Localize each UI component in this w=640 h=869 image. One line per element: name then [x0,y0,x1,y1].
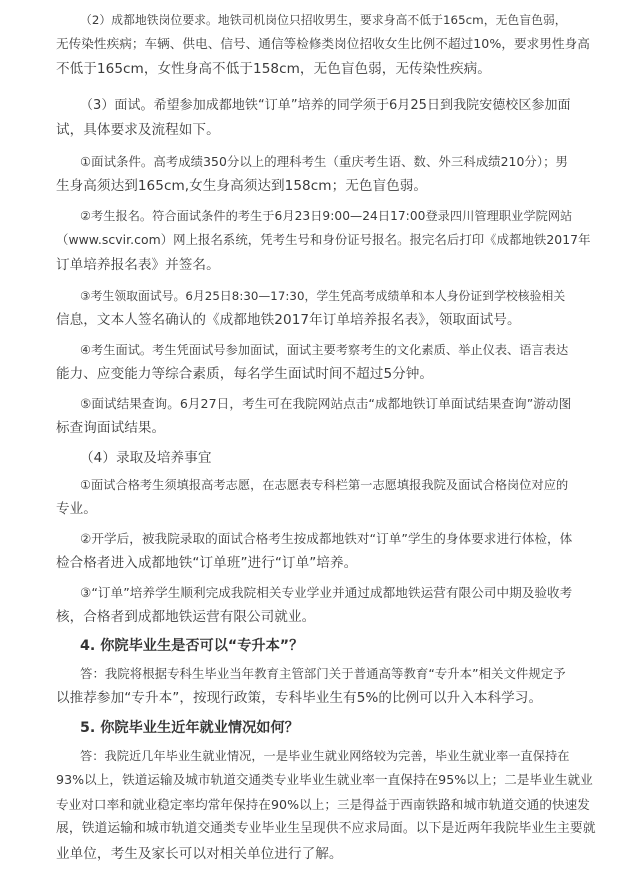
text-line: ②开学后，被我院录取的面试合格考生按成都地铁对“订单”学生的身体要求进行体检，体 [80,531,573,546]
text-line: 标查询面试结果。 [56,420,166,437]
text-line: ③“订单”培养学生顺利完成我院相关专业学业并通过成都地铁运营有限公司中期及验收考 [80,585,573,600]
question-4-heading: 4. 你院毕业生是否可以“专升本”？ [80,638,304,654]
text-line: （3）面试。希望参加成都地铁“订单”培养的同学须于6月25日到我院安德校区参加面 [80,98,571,113]
text-line: （www.scvir.com）网上报名系统，凭考生号和身份证号报名。报完名后打印《成都地铁2017年 [56,232,591,248]
paragraph-admission-2 [56,527,596,576]
text-line: ⑤面试结果查询。6月27日，考生可在我院网站点击“成都地铁订单面试结果查询”游动图 [80,396,572,411]
text-line: 专业。 [56,501,97,518]
text-line: 无传染性疾病；车辆、供电、信号、通信等检修类岗位招收女生比例不超过10%，要求男性身高 [56,36,590,52]
text-line: 订单培养报名表》并签名。 [56,256,220,273]
paragraph-interview-process [56,338,596,387]
text-line: 答：我院近几年毕业生就业情况，一是毕业生就业网络较为完善，毕业生就业率一直保持在 [80,749,570,763]
text-line: ①面试条件。高考成绩350分以上的理科考生（重庆考生语、数、外三科成绩210分）；男 [80,154,568,169]
answer-5 [56,744,596,866]
text-line: 能力、应变能力等综合素质，每名学生面试时间不超过5分钟。 [56,366,434,383]
text-line: 答：我院将根据专科生毕业当年教育主管部门关于普通高等教育“专升本”相关文件规定予 [80,666,566,681]
paragraph-registration [56,204,596,277]
text-line: 93%以上，铁道运输及城市轨道交通类专业毕业生就业率一直保持在95%以上；二是毕业生就业 [56,772,593,788]
paragraph-interview-conditions [56,150,596,199]
paragraph-job-requirements [56,8,596,81]
text-line: （4）录取及培养事宜 [80,450,212,466]
text-line: 专业对口率和就业稳定率均常年保持在90%以上；三是得益于西南铁路和城市轨道交通的快速发 [56,796,590,812]
paragraph-admission-1 [56,473,596,522]
paragraph-interview [56,94,596,143]
text-line: 业单位，考生及家长可以对相关单位进行了解。 [56,845,343,862]
text-line: 展，铁道运输和城市轨道交通类专业毕业生呈现供不应求局面。以下是近两年我院毕业生主要就 [56,821,596,837]
paragraph-interview-ticket [56,284,596,333]
text-line: ④考生面试。考生凭面试号参加面试，面试主要考察考生的文化素质、举止仪表、语言表达 [80,343,569,357]
text-line: ①面试合格考生须填报高考志愿，在志愿表专科栏第一志愿填报我院及面试合格岗位对应的 [80,478,569,492]
paragraph-result-query [56,392,596,441]
answer-4 [56,662,596,711]
paragraph-admission-heading [56,446,596,470]
text-line: （2）成都地铁岗位要求。地铁司机岗位只招收男生，要求身高不低于165cm，无色盲色弱， [80,13,567,27]
text-line: 不低于165cm，女性身高不低于158cm，无色盲色弱，无传染性疾病。 [56,60,491,77]
text-line: 以推荐参加“专升本”，按现行政策，专科毕业生有5%的比例可以升入本科学习。 [56,690,543,707]
text-line: 生身高须达到165cm,女生身高须达到158cm；无色盲色弱。 [56,178,428,195]
text-line: 信息，文本人签名确认的《成都地铁2017年订单培养报名表》，领取面试号。 [56,312,521,329]
question-5-heading: 5. 你院毕业生近年就业情况如何？ [80,720,299,736]
text-line: 试，具体要求及流程如下。 [56,122,220,139]
paragraph-admission-3 [56,581,596,630]
text-line: 检合格者进入成都地铁“订单班”进行“订单”培养。 [56,555,358,572]
text-line: ②考生报名。符合面试条件的考生于6月23日9:00—24日17:00登录四川管理职业学院网站 [80,209,573,223]
text-line: 核，合格者到成都地铁运营有限公司就业。 [56,609,316,626]
text-line: ③考生领取面试号。6月25日8:30—17:30，学生凭高考成绩单和本人身份证到学校核验相关 [80,289,566,303]
